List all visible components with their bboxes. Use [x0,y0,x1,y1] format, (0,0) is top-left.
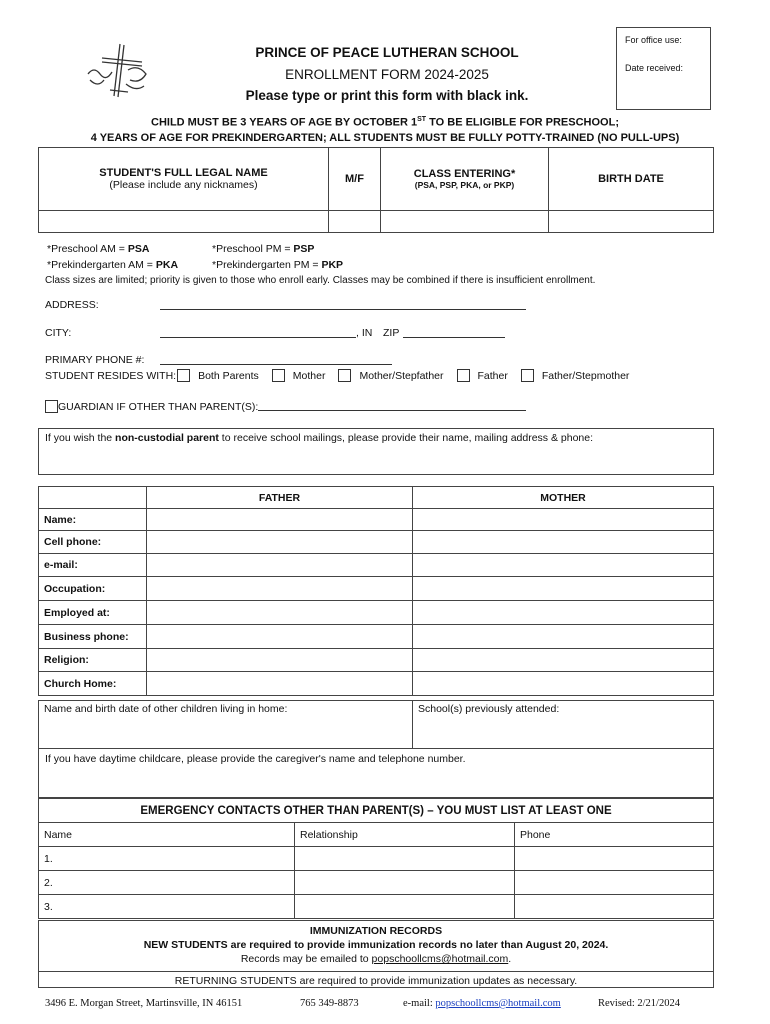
mother-employer-field[interactable] [413,601,714,625]
emergency-title: EMERGENCY CONTACTS OTHER THAN PARENT(S) – YOU MUST LIST AT LEAST ONE [39,799,714,823]
footer-email-link[interactable]: popschoollcms@hotmail.com [435,998,561,1009]
eligibility-line-2: 4 YEARS OF AGE FOR PREKINDERGARTEN; ALL STUDENTS MUST BE FULLY POTTY-TRAINED (NO PULL-UPS) [90,132,680,144]
mother-cell-field[interactable] [413,531,714,554]
father-name-field[interactable] [147,509,413,531]
father-header: FATHER [147,487,413,509]
footer-phone: 765 349-8873 [300,998,359,1009]
emergency-table [38,798,714,919]
mother-religion-field[interactable] [413,649,714,672]
immunization-email-link[interactable]: popschoollcms@hotmail.com [371,953,509,965]
address-label: ADDRESS: [45,299,99,311]
children-school-table [38,700,714,749]
parent-row-label: Church Home: [39,672,147,696]
mother-header: MOTHER [413,487,714,509]
mf-field[interactable] [329,211,381,233]
primary-phone-field[interactable] [160,355,392,365]
mf-header: M/F [329,148,381,211]
class-size-note: Class sizes are limited; priority is given to those who enroll early. Classes may be combined if there is insufficient enrollment. [45,275,596,286]
form-instruction: Please type or print this form with black ink. [245,88,529,103]
checkbox-mother-stepfather[interactable] [338,369,351,382]
immunization-title: IMMUNIZATION RECORDS [309,925,443,937]
student-name-field[interactable] [39,211,329,233]
emergency-phone-field[interactable] [515,847,714,871]
father-cell-field[interactable] [147,531,413,554]
footer-revised: Revised: 2/21/2024 [598,998,680,1009]
code-pka: *Prekindergarten AM = PKA [47,259,179,271]
father-email-field[interactable] [147,554,413,577]
birth-date-field[interactable] [549,211,714,233]
immunization-box [38,920,714,988]
office-use-box [616,27,711,110]
checkbox-father[interactable] [457,369,470,382]
previous-school-field[interactable]: School(s) previously attended: [413,701,714,749]
parent-row-label: e-mail: [39,554,147,577]
parents-table [38,486,714,696]
code-psa: *Preschool AM = PSA [47,243,150,255]
emergency-phone-header: Phone [515,823,714,847]
noncustodial-box[interactable]: If you wish the non-custodial parent to receive school mailings, please provide their name, mailing address & phone: [38,428,714,475]
city-label: CITY: [45,327,72,339]
father-occupation-field[interactable] [147,577,413,601]
state-text: , IN [356,327,373,339]
parent-row-label: Name: [39,509,147,531]
parent-row-label: Business phone: [39,625,147,649]
eligibility-line-1: CHILD MUST BE 3 YEARS OF AGE BY OCTOBER 1ST TO BE ELIGIBLE FOR PRESCHOOL; [151,116,619,129]
childcare-box[interactable]: If you have daytime childcare, please provide the caregiver's name and telephone number. [38,748,714,798]
checkbox-father-stepmother[interactable] [521,369,534,382]
emergency-name-header: Name [39,823,295,847]
mother-email-field[interactable] [413,554,714,577]
father-church-field[interactable] [147,672,413,696]
birth-date-header: BIRTH DATE [549,148,714,211]
office-use-label: For office use: [625,35,682,45]
emergency-name-field[interactable]: 1. [39,847,295,871]
school-name: PRINCE OF PEACE LUTHERAN SCHOOL [255,45,519,60]
checkbox-mother[interactable] [272,369,285,382]
student-name-header: STUDENT'S FULL LEGAL NAME (Please include any nicknames) [39,148,329,211]
class-entering-header: CLASS ENTERING* (PSA, PSP, PKA, or PKP) [381,148,549,211]
city-field[interactable] [160,328,356,338]
class-entering-field[interactable] [381,211,549,233]
mother-occupation-field[interactable] [413,577,714,601]
other-children-field[interactable]: Name and birth date of other children living in home: [39,701,413,749]
zip-label: ZIP [383,327,400,339]
zip-field[interactable] [403,328,505,338]
guardian-row: GUARDIAN IF OTHER THAN PARENT(S): [45,400,258,413]
primary-phone-label: PRIMARY PHONE #: [45,354,145,366]
emergency-name-field[interactable]: 2. [39,871,295,895]
father-religion-field[interactable] [147,649,413,672]
mother-name-field[interactable] [413,509,714,531]
checkbox-guardian[interactable] [45,400,58,413]
parent-row-label: Occupation: [39,577,147,601]
father-business-phone-field[interactable] [147,625,413,649]
mother-church-field[interactable] [413,672,714,696]
immunization-email-line: Records may be emailed to popschoollcms@hotmail.com. [240,953,512,965]
immunization-new-students: NEW STUDENTS are required to provide immunization records no later than August 20, 2024. [143,939,609,951]
father-employer-field[interactable] [147,601,413,625]
parent-row-label: Employed at: [39,601,147,625]
code-psp: *Preschool PM = PSP [212,243,315,255]
resides-with-label: STUDENT RESIDES WITH: [45,370,177,382]
parent-row-label: Cell phone: [39,531,147,554]
code-pkp: *Prekindergarten PM = PKP [212,259,344,271]
student-table [38,147,714,233]
footer-address: 3496 E. Morgan Street, Martinsville, IN 46151 [45,998,243,1009]
school-logo-icon [80,40,152,102]
emergency-phone-field[interactable] [515,871,714,895]
resides-with-row: STUDENT RESIDES WITH: Both Parents Mother Mother/Stepfather Father Father/Stepmother [45,370,630,382]
address-field[interactable] [160,300,526,310]
emergency-name-field[interactable]: 3. [39,895,295,919]
mother-business-phone-field[interactable] [413,625,714,649]
emergency-relationship-header: Relationship [295,823,515,847]
footer-email: e-mail: popschoollcms@hotmail.com [403,998,561,1009]
parent-row-label: Religion: [39,649,147,672]
emergency-relationship-field[interactable] [295,847,515,871]
checkbox-both-parents[interactable] [177,369,190,382]
immunization-returning: RETURNING STUDENTS are required to provide immunization updates as necessary. [39,971,713,987]
form-title: ENROLLMENT FORM 2024-2025 [285,67,489,82]
date-received-label: Date received: [625,63,684,73]
emergency-relationship-field[interactable] [295,895,515,919]
emergency-relationship-field[interactable] [295,871,515,895]
emergency-phone-field[interactable] [515,895,714,919]
guardian-field[interactable] [258,401,526,411]
